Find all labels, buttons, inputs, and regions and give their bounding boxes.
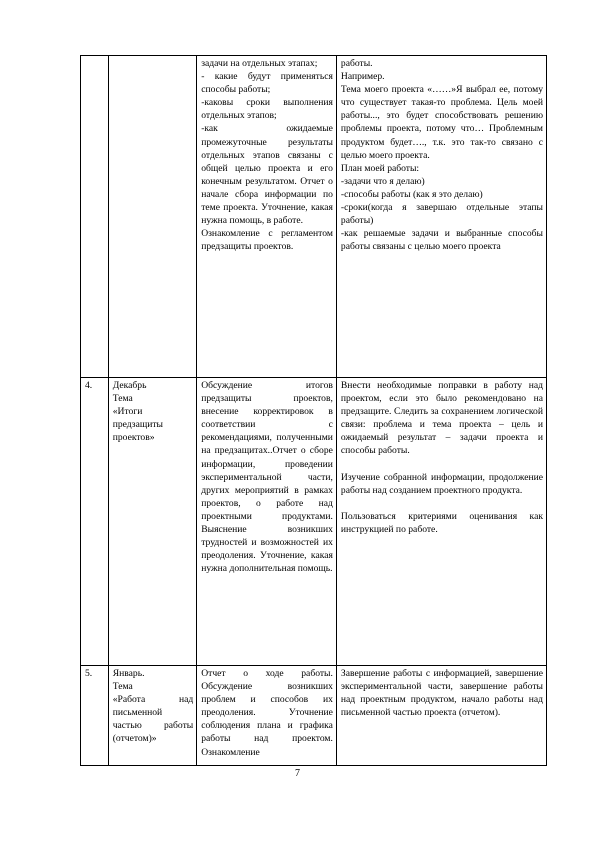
table-row [81,378,547,666]
student-activity-cell [336,56,546,378]
paragraph: работы. [340,58,373,69]
paragraph: -как решаемые задачи и выбранные способы работы связаны с целью моего проекта [340,228,543,253]
paragraph: -задачи что я делаю) [340,175,425,187]
paragraph: -каковы сроки выполнения отдельных этапов; [201,97,333,122]
spacer [341,458,543,471]
stage-month: Январь. [112,668,145,679]
stage-month: Декабрь [112,380,147,391]
teacher-activity-cell [197,666,337,766]
row-number-cell: 5. [81,666,109,766]
row-number-cell: 4. [81,378,109,666]
stage-theme-label: Тема [112,681,133,693]
row-number-cell [81,56,109,378]
paragraph: Пользоваться критериями оценивания как инструкцией по работе. [340,510,543,535]
paragraph: План моей работы: [340,162,420,174]
stage-theme: «Итоги предзащиты проектов» [112,406,163,444]
student-activity-cell [336,378,546,666]
stage-theme: «Работа над письменной частью работы (отчетом)» [112,694,194,745]
paragraph: - какие будут применяться способы работы; [201,71,333,96]
paragraph: -сроки(когда я завершаю отдельные этапы работы) [340,202,543,227]
stage-title-cell [108,378,197,666]
paragraph: Отчет о ходе работы. Обсуждение возникших проблем и способов их преодоления. Уточнение соблюдения плана и графика работы над проектом. Ознакомление [201,668,333,758]
table-row [81,666,547,766]
paragraph: Внести необходимые поправки в работу над проектом, если это было рекомендовано на предзащите. Следить за сохранением логической связи: проблема и тема проекта – цель и ожидаемый результат – задачи проекта и способы работы. [340,380,543,457]
paragraph: задачи на отдельных этапах; [201,58,318,69]
stage-theme-label: Тема [112,393,133,405]
teacher-activity-cell [197,378,337,666]
paragraph: -как ожидаемые промежуточные результаты отдельных этапов связаны с общей целью проекта и его конечным результатом. Отчет о начале сбора информации по теме проекта. Уточнение, какая нужна помощь, в работе. [201,123,333,227]
paragraph: -способы работы (как я это делаю) [340,188,483,200]
student-activity-cell [336,666,546,766]
paragraph: Ознакомление с регламентом предзащиты проектов. [201,228,333,253]
paragraph: Например. [340,71,385,83]
paragraph: Изучение собранной информации, продолжение работы над созданием проектного продукта. [340,471,543,496]
stage-title-cell [108,666,197,766]
paragraph: Тема моего проекта «……»Я выбрал ее, потому что существует такая-то проблема. Цель моей работы..., это будет способствовать решению проблемы проекта, потому что… Проблемным продуктом будет…., т.к. это так-то связано с целью моего проекта. [340,84,543,161]
table-row [81,56,547,378]
paragraph: Завершение работы с информацией, завершение экспериментальной части, завершение работы над проектным продуктом, начало работы над письменной частью проекта (отчетом). [340,668,543,719]
page-number: 7 [295,768,300,779]
project-plan-table [80,55,547,766]
spacer [341,497,543,510]
paragraph: Обсуждение итогов предзащиты проектов, внесение корректировок в соответствии с рекомендациями, полученными на предзащитах..Отчет о сборе информации, проведении экспериментальной части, других мероприятий в рамках проектов, о работе над проектными продуктами. Выяснение возникших трудностей и возможностей их преодоления. Уточнение, какая нужна дополнительная помощь. [201,380,333,575]
stage-title-cell [108,56,197,378]
teacher-activity-cell [197,56,337,378]
